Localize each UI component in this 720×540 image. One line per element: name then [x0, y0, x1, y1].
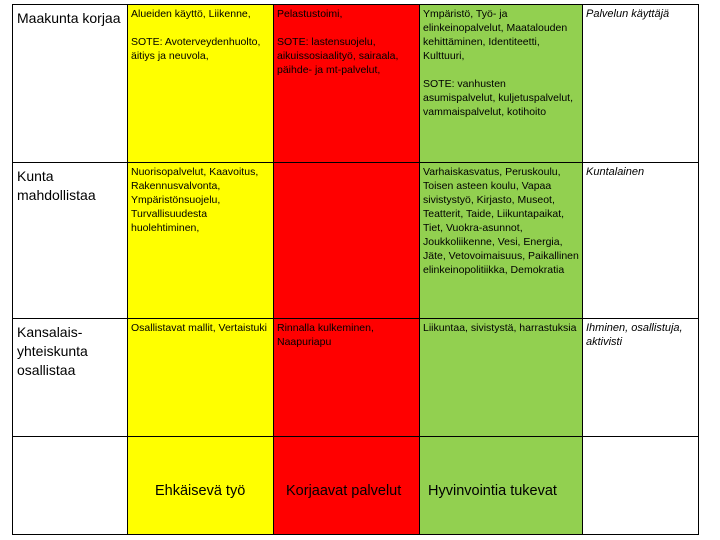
cell-maakunta-preventive: Alueiden käyttö, Liikenne, SOTE: Avoterveydenhuolto, äitiys ja neuvola, — [128, 5, 274, 163]
row-maakunta — [13, 5, 699, 163]
row-kansalais — [13, 319, 699, 437]
cell-kansalais-preventive: Osallistavat mallit, Vertaistuki — [128, 319, 274, 437]
cell-maakunta-corrective: Pelastustoimi, SOTE: lastensuojelu, aikuissosiaalityö, sairaala, päihde- ja mt-palvelut, — [274, 5, 420, 163]
label-corrective-services: Korjaavat palvelut — [286, 483, 402, 499]
role-kunta: Kuntalainen — [583, 163, 699, 319]
cell-kunta-preventive: Nuorisopalvelut, Kaavoitus, Rakennusvalvonta, Ympäristönsuojelu, Turvallisuudesta huolehtiminen, — [128, 163, 274, 319]
row-label-kunta: Kunta mahdollistaa — [13, 163, 128, 319]
footer-empty-cell — [13, 437, 128, 535]
row-label-kansalais: Kansalais-yhteiskunta osallistaa — [13, 319, 128, 437]
role-kansalais: Ihminen, osallistuja, aktivisti — [583, 319, 699, 437]
label-preventive-work: Ehkäisevä työ — [155, 483, 246, 499]
role-maakunta: Palvelun käyttäjä — [583, 5, 699, 163]
cell-maakunta-wellbeing: Ympäristö, Työ- ja elinkeinopalvelut, Maatalouden kehittäminen, Identiteetti, Kulttuuri, SOTE: vanhusten asumispalvelut, kuljetuspalvelut, vammaispalvelut, kotihoito — [420, 5, 583, 163]
cell-kunta-corrective — [274, 163, 420, 319]
row-kunta — [13, 163, 699, 319]
service-matrix — [12, 4, 699, 535]
label-wellbeing-support: Hyvinvointia tukevat — [428, 483, 557, 499]
footer-role-empty-cell — [583, 437, 699, 535]
cell-kunta-wellbeing: Varhaiskasvatus, Peruskoulu, Toisen asteen koulu, Vapaa sivistystyö, Kirjasto, Museot, Teatterit, Taide, Liikuntapaikat, Tiet, Vuokra-asunnot, Joukkoliikenne, Vesi, Energia, Jäte, Vetovoimaisuus, Paikallinen elinkeinopolitiikka, Demokratia — [420, 163, 583, 319]
cell-kansalais-wellbeing: Liikuntaa, sivistystä, harrastuksia — [420, 319, 583, 437]
row-label-maakunta: Maakunta korjaa — [13, 5, 128, 163]
cell-kansalais-corrective: Rinnalla kulkeminen, Naapuriapu — [274, 319, 420, 437]
